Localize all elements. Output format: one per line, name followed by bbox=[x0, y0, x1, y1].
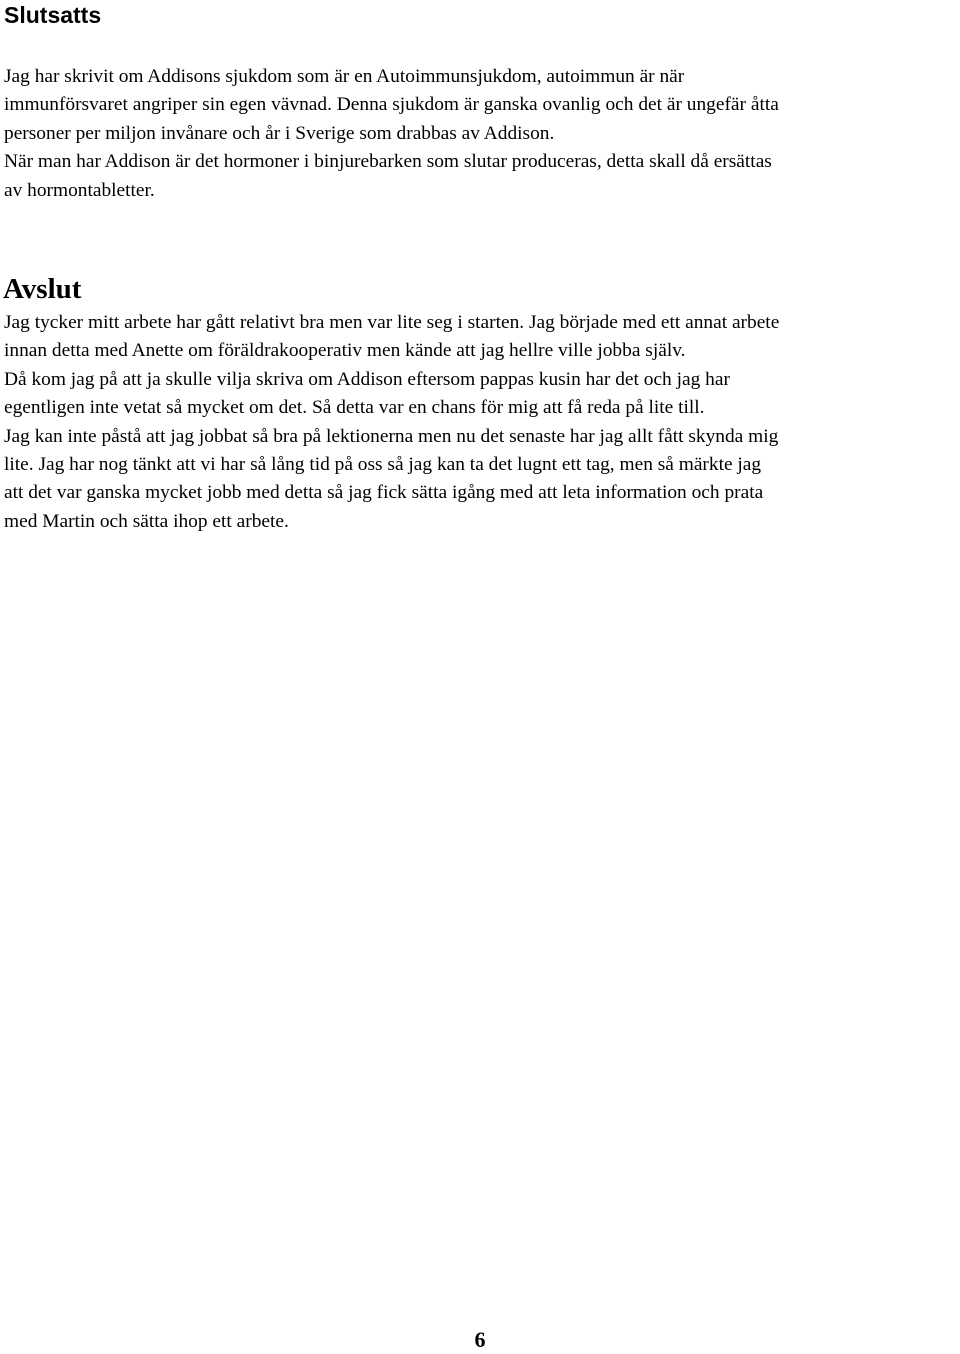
paragraph-line: av hormontabletter. bbox=[4, 179, 155, 201]
paragraph-line: Jag tycker mitt arbete har gått relativt bra men var lite seg i starten. Jag började med ett annat arbete bbox=[4, 312, 780, 333]
section-heading-avslut: Avslut bbox=[3, 273, 82, 305]
paragraph-line: immunförsvaret angriper sin egen vävnad. Denna sjukdom är ganska ovanlig och det är ungefär åtta bbox=[4, 94, 779, 116]
paragraph-line: personer per miljon invånare och år i Sverige som drabbas av Addison. bbox=[4, 122, 555, 144]
paragraph-line: innan detta med Anette om föräldrakooperativ men kände att jag hellre ville jobba själv. bbox=[4, 340, 686, 362]
closing-paragraph bbox=[4, 309, 959, 536]
paragraph-line: Jag har skrivit om Addisons sjukdom som är en Autoimmunsjukdom, autoimmun är när bbox=[4, 66, 685, 87]
page-number: 6 bbox=[474, 1327, 486, 1352]
paragraph-line: Då kom jag på att ja skulle vilja skriva om Addison eftersom pappas kusin har det och jag har bbox=[4, 368, 730, 390]
paragraph-line: När man har Addison är det hormoner i binjurebarken som slutar produceras, detta skall då ersättas bbox=[4, 151, 772, 173]
paragraph-line: Jag kan inte påstå att jag jobbat så bra på lektionerna men nu det senaste har jag allt fått skynda mig bbox=[4, 425, 779, 447]
paragraph-line: lite. Jag har nog tänkt att vi har så lång tid på oss så jag kan ta det lugnt ett tag, men så märkte jag bbox=[4, 454, 762, 476]
paragraph-line: med Martin och sätta ihop ett arbete. bbox=[4, 510, 289, 532]
conclusion-paragraph bbox=[4, 63, 959, 205]
paragraph-line: att det var ganska mycket jobb med detta så jag fick sätta igång med att leta information och prata bbox=[4, 482, 764, 504]
paragraph-line: egentligen inte vetat så mycket om det. Så detta var en chans för mig att få reda på lite till. bbox=[4, 397, 705, 419]
section-heading-slutsatts: Slutsatts bbox=[4, 2, 102, 28]
